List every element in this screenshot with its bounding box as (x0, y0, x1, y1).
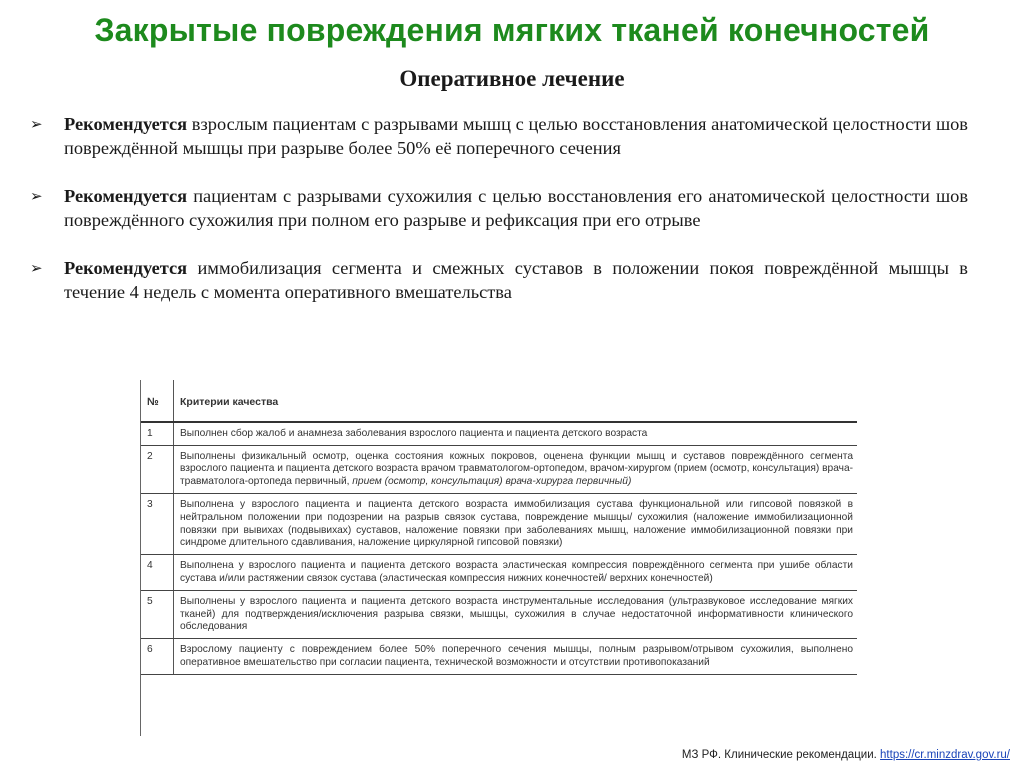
row-text (174, 445, 858, 493)
row-text (174, 493, 858, 554)
recommendation-item (30, 184, 968, 232)
row-num: 6 (141, 639, 174, 675)
footer-link[interactable]: https://cr.minzdrav.gov.ru/ (880, 749, 1010, 761)
recommendation-item (30, 112, 968, 160)
footer-source: МЗ РФ. Клинические рекомендации. (681, 749, 881, 761)
arrow-bullet-icon: ➢ (30, 115, 43, 133)
row-text (174, 555, 858, 591)
row-text-plain: Взрослому пациенту с повреждением более 50% поперечного сечения мышцы, полным разрывом/отрывом сухожилия, выполнено оперативное вмешательство при согласии пациента, технической возможности и отсутствии противопоказаний (180, 644, 853, 668)
row-text-italic: прием (осмотр, консультация) врача-хирурга первичный) (349, 476, 632, 488)
arrow-bullet-icon: ➢ (30, 187, 43, 205)
recommendation-item (30, 256, 968, 304)
row-text (174, 639, 858, 675)
row-text-plain: Выполнена у взрослого пациента и пациента детского возраста эластическая компрессия повреждённого сегмента при ушибе области сустава и/или растяжении связок сустава (эластическая компрессия нижних конечностей/ верхних конечностей) (180, 560, 853, 584)
source-footer (682, 749, 1010, 761)
table-row (141, 555, 857, 591)
slide-title: Закрытые повреждения мягких тканей конечностей (94, 12, 930, 48)
quality-criteria-table-image (140, 380, 857, 736)
header-num: № (141, 380, 174, 422)
arrow-bullet-icon: ➢ (30, 259, 43, 277)
table-row (141, 445, 857, 493)
table-row (141, 639, 857, 675)
row-num: 5 (141, 590, 174, 638)
table-row (141, 590, 857, 638)
table-header-row (141, 380, 857, 422)
row-num: 1 (141, 422, 174, 445)
recommendation-text: иммобилизация сегмента и смежных суставов в положении покоя повреждённой мышцы в течение 4 недель с момента оперативного вмешательства (64, 258, 968, 302)
row-num: 2 (141, 445, 174, 493)
row-text-plain: Выполнены у взрослого пациента и пациента детского возраста инструментальные исследования (ультразвуковое исследование мягких тканей) для подтверждения/исключения разрыва связки, мышцы, сухожилия в случае недостаточной информативности клинического обследования (180, 595, 853, 633)
table-row (141, 493, 857, 554)
recommendation-lead: Рекомендуется (64, 258, 188, 278)
row-text-plain: Выполнена у взрослого пациента и пациента детского возраста иммобилизация сустава функциональной или гипсовой повязкой в нейтральном положении при подозрении на разрыв связок сустава, повреждение мышцы/ сухожилия (наложение иммобилизационной повязки при вывихах (подвывихах) суставов, наложение повязки при заболеваниях мышц, наложение иммобилизационной повязки при синдроме длительного сдавливания, наложение циркулярной гипсовой повязки) (180, 498, 853, 549)
slide-subtitle: Оперативное лечение (399, 66, 625, 91)
row-num: 4 (141, 555, 174, 591)
recommendations-list (30, 112, 968, 328)
row-text-plain: Выполнены физикальный осмотр, оценка состояния кожных покровов, оценена функции мышц и суставов повреждённого сегмента взрослого пациента и пациента детского возраста врачом травматологом-ортопедом, врачом-хирургом (прием (осмотр, консультация) врача-травматолога-ортопеда первичный, (180, 450, 853, 488)
recommendation-lead: Рекомендуется (64, 186, 188, 206)
row-text-plain: Выполнен сбор жалоб и анамнеза заболевания взрослого пациента и пациента детского возраста (180, 427, 648, 439)
table-row (141, 422, 857, 445)
row-num: 3 (141, 493, 174, 554)
recommendation-text: пациентам с разрывами сухожилия с целью восстановления его анатомической целостности шов повреждённого сухожилия при полном его разрыве и рефиксация при его отрыве (64, 186, 968, 230)
quality-criteria-table (141, 380, 857, 675)
recommendation-text: взрослым пациентам с разрывами мышц с целью восстановления анатомической целостности шов повреждённой мышцы при разрыве более 50% её поперечного сечения (64, 114, 968, 158)
row-text (174, 422, 858, 445)
row-text (174, 590, 858, 638)
recommendation-lead: Рекомендуется (64, 114, 188, 134)
header-criteria: Критерии качества (174, 380, 858, 422)
